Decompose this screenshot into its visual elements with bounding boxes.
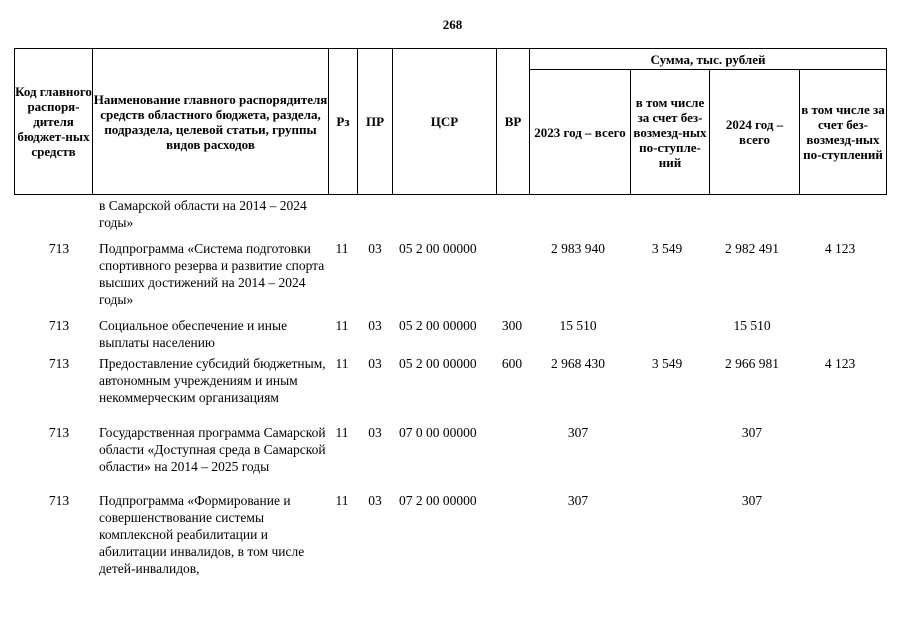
cell-csr: 05 2 00 00000 <box>399 241 477 256</box>
cell-vr: 300 <box>501 318 523 333</box>
cell-2023-total: 2 968 430 <box>551 356 605 371</box>
header-2024-total: 2024 год – всего <box>710 70 800 195</box>
cell-csr: 07 2 00 00000 <box>399 493 477 508</box>
cell-code: 713 <box>48 425 70 440</box>
cell-name: Подпрограмма «Формирование и совершенствование системы комплексной реабилитации и абилитации инвалидов, в том числе детей-инвалидов, <box>99 493 305 576</box>
header-code: Код главного распоря-дителя бюджет-ных средств <box>15 49 93 195</box>
cell-rz: 11 <box>335 493 349 508</box>
cell-2024-total: 2 982 491 <box>725 241 779 256</box>
cell-2023-free: 3 549 <box>651 356 683 371</box>
cell-csr: 07 0 00 00000 <box>399 425 477 440</box>
cell-pr: 03 <box>368 356 382 371</box>
cell-rz: 11 <box>335 425 349 440</box>
header-vr: ВР <box>497 49 530 195</box>
cell-2023-total: 307 <box>567 493 589 508</box>
cell-2023-free: 3 549 <box>651 241 683 256</box>
cell-2024-total: 15 510 <box>733 318 771 333</box>
header-2023-free: в том числе за счет без-возмезд-ных по-ступле-ний <box>631 70 710 195</box>
cell-rz: 11 <box>335 356 349 371</box>
cell-name: Социальное обеспечение и иные выплаты населению <box>99 318 288 350</box>
cell-2024-total: 307 <box>741 493 763 508</box>
cell-code: 713 <box>48 241 70 256</box>
header-pr: ПР <box>358 49 393 195</box>
cell-2024-total: 307 <box>741 425 763 440</box>
cell-pr: 03 <box>368 318 382 333</box>
table-header <box>14 48 887 195</box>
cell-pr: 03 <box>368 241 382 256</box>
cell-csr: 05 2 00 00000 <box>399 318 477 333</box>
cell-pr: 03 <box>368 425 382 440</box>
cell-pr: 03 <box>368 493 382 508</box>
header-csr: ЦСР <box>393 49 497 195</box>
cell-2023-total: 15 510 <box>559 318 597 333</box>
cell-csr: 05 2 00 00000 <box>399 356 477 371</box>
cell-code: 713 <box>48 356 70 371</box>
header-sum: Сумма, тыс. рублей <box>530 49 887 70</box>
page-number: 268 <box>442 17 463 32</box>
cell-vr: 600 <box>501 356 523 371</box>
header-2023-total: 2023 год – всего <box>530 70 631 195</box>
cell-rz: 11 <box>335 241 349 256</box>
cell-2023-total: 2 983 940 <box>551 241 605 256</box>
cell-code: 713 <box>48 318 70 333</box>
cell-2024-free: 4 123 <box>824 356 856 371</box>
cell-name: Подпрограмма «Система подготовки спортивного резерва и развитие спорта высших достижений на 2014 – 2024 годы» <box>99 241 325 307</box>
header-rz: Рз <box>329 49 358 195</box>
cell-2024-free: 4 123 <box>824 241 856 256</box>
header-name: Наименование главного распорядителя средств областного бюджета, раздела, подраздела, целевой статьи, группы видов расходов <box>93 49 329 195</box>
cell-name: Государственная программа Самарской области «Доступная среда в Самарской области» на 2014 – 2025 годы <box>99 425 326 474</box>
cell-rz: 11 <box>335 318 349 333</box>
cell-2023-total: 307 <box>567 425 589 440</box>
cell-2024-total: 2 966 981 <box>725 356 779 371</box>
cell-code: 713 <box>48 493 70 508</box>
cell-name: в Самарской области на 2014 – 2024 годы» <box>99 198 307 230</box>
header-2024-free: в том числе за счет без-возмезд-ных по-ступлений <box>800 70 887 195</box>
cell-name: Предоставление субсидий бюджетным, автономным учреждениям и иным некоммерческим организациям <box>99 356 326 405</box>
